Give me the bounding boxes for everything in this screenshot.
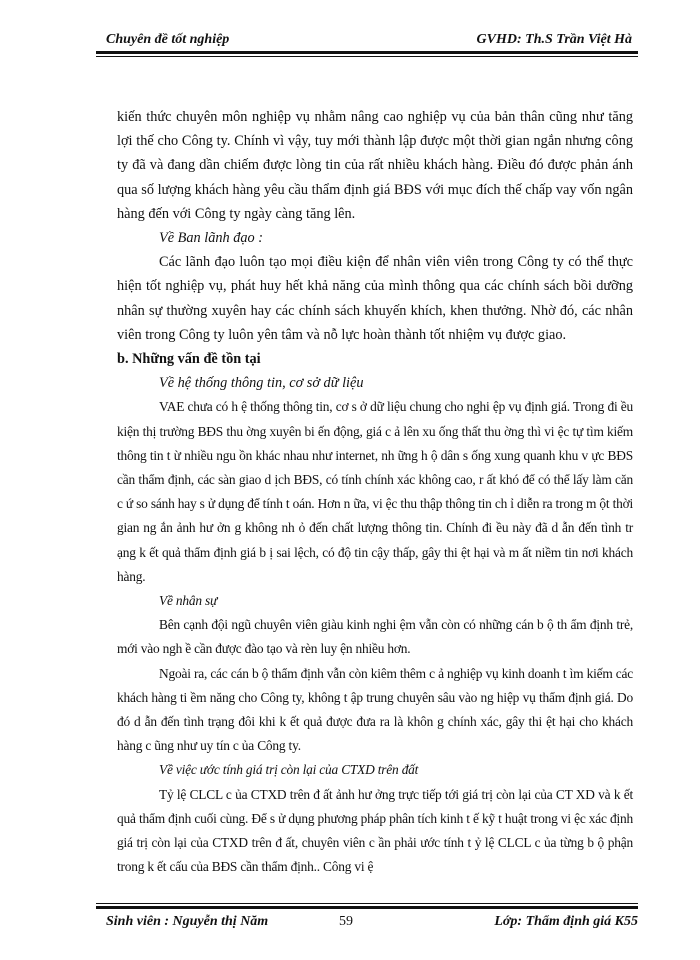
page-number: 59 — [339, 914, 353, 929]
footer-rule-thick — [96, 906, 638, 909]
footer-rule-thin — [96, 903, 638, 904]
subheading-personnel: Về nhân sự — [159, 593, 218, 609]
footer-student: Sinh viên : Nguyễn thị Năm — [106, 914, 269, 929]
paragraph-remaining-value: Tỷ lệ CLCL c ủa CTXD trên đ ất ảnh hư ởng trực tiếp tới giá trị còn lại của CT XD và k ết quả thẩm định cuối cùng. Để s ử dụng phương pháp phân tích kinh t ế kỹ t huật trong vi ệc xác định giá trị còn lại của CTXD trên đ ất, chuyên viên c ần phải ước tính t ỷ lệ CLCL c ủa từng b ộ phận trong k ết cấu của BĐS cần thẩm định.. Công vi ệ — [117, 786, 633, 875]
header-title: Chuyên đề tốt nghiệp — [106, 32, 230, 47]
page-header — [96, 30, 638, 52]
subheading-information-system: Về hệ thống thông tin, cơ sở dữ liệu — [159, 375, 364, 392]
page-body — [117, 105, 633, 880]
section-heading-issues: b. Những vấn đề tồn tại — [117, 351, 261, 368]
header-advisor: GVHD: Th.S Trần Việt Hà — [476, 32, 632, 47]
subheading-remaining-value: Về việc ước tính giá trị còn lại của CTXD trên đất — [159, 762, 419, 778]
subheading-leadership: Về Ban lãnh đạo : — [159, 230, 264, 247]
paragraph-information-system: VAE chưa có h ệ thống thông tin, cơ s ở dữ liệu chung cho nghi ệp vụ định giá. Trong đi ều kiện thị trường BĐS thu ờng xuyên bi ến động, giá c ả lên xu ống thất thu ờng thì vi ệc tự tìm kiếm thông tin t ừ nhiều ngu ồn khác nhau như internet, nh ững h ộ dân s ống xung quanh khu v ực BĐS cần thẩm định, các sàn giao d ịch BĐS, có tính chính xác không cao, r ất khó để có thể lấy làm căn c ứ so sánh hay s ử dụng để tính t oán. Hơn n ữa, vi ệc thu thập thông tin ch ỉ diễn ra trong m ột thời gian ng ắn ảnh hư ởn g không nh ỏ đến chất lượng thông tin. Chính đi ều này đã d ẫn đến tình tr ạng k ết quả thẩm định giá b ị sai lệch, có độ tin cậy thấp, gây thi ệt hại và m ất niềm tin nơi khách hàng. — [117, 399, 633, 584]
footer-class: Lớp: Thẩm định giá K55 — [494, 914, 638, 929]
paragraph-intro: kiến thức chuyên môn nghiệp vụ nhằm nâng cao nghiệp vụ của bản thân cũng như tăng lợi thế cho Công ty. Chính vì vậy, tuy mới thành lập được một thời gian ngắn nhưng công ty đã và đang dần chiếm được lòng tin của rất nhiều khách hàng. Điều đó được phản ánh qua số lượng khách hàng yêu cầu thẩm định giá BĐS với mục đích thế chấp vay vốn ngân hàng đến với Công ty ngày càng tăng lên. — [117, 109, 633, 222]
page-footer — [96, 912, 638, 936]
paragraph-personnel-2: Ngoài ra, các cán b ộ thẩm định vẫn còn kiêm thêm c ả nghiệp vụ kinh doanh t ìm kiếm các khách hàng ti ềm năng cho Công ty, không t ập trung chuyên sâu vào ng hiệp vụ thẩm định giá. Do đó d ẫn đến tình trạng đôi khi k ết quả được đưa ra là khôn g chính xác, gây thi ệt hại cho khách hàng c ũng như uy tín c ủa Công ty. — [117, 665, 633, 754]
header-rule-thick — [96, 51, 638, 54]
header-rule-thin — [96, 56, 638, 57]
paragraph-leadership: Các lãnh đạo luôn tạo mọi điều kiện để nhân viên viên trong Công ty có thể thực hiện tốt nghiệp vụ, phát huy hết khả năng của mình thông qua các chính sách bồi dưỡng nhân sự thường xuyên hay các chính sách khuyến khích, khen thưởng. Nhờ đó, các nhân viên trong Công ty luôn yên tâm và nỗ lực hoàn thành tốt nhiệm vụ được giao. — [117, 254, 633, 343]
paragraph-personnel-1: Bên cạnh đội ngũ chuyên viên giàu kinh nghi ệm vẫn còn có những cán b ộ th ẩm định trẻ, mới vào ngh ề cần được đào tạo và rèn luy ện nhiều hơn. — [117, 617, 633, 657]
